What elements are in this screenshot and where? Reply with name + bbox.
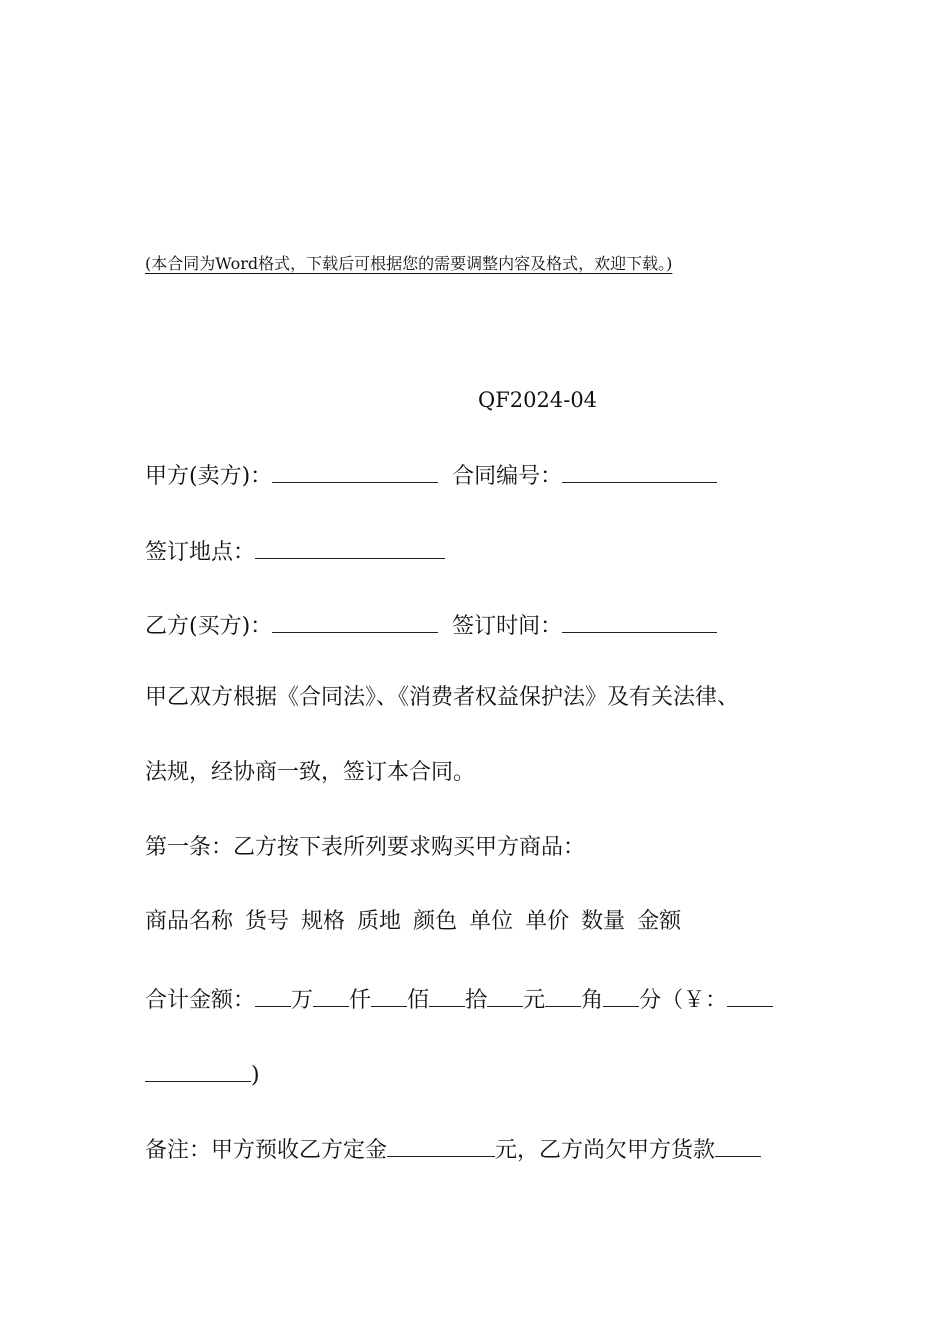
goods-table-header [145,911,693,933]
unit-wan: 万 [291,988,314,1013]
header-goods-name: 商品名称 [145,909,234,934]
header-unit-price: 单价 [525,909,570,934]
header-material: 质地 [357,909,402,934]
total-label: 合计金额： [145,988,256,1013]
remark-mid: 元，乙方尚欠甲方货款 [495,1138,716,1163]
total-blank-shi[interactable] [429,986,465,1007]
header-unit: 单位 [469,909,514,934]
balance-blank[interactable] [715,1136,761,1157]
party-a-line [145,462,717,488]
total-blank-fen[interactable] [603,986,639,1007]
document-code: QF2024-04 [478,388,598,412]
party-b-label: 乙方(买方)： [145,614,273,639]
total-amount-line [145,986,773,1012]
sign-time-blank[interactable] [562,612,717,633]
unit-bai: 佰 [407,988,430,1013]
header-amount: 金额 [637,909,682,934]
preamble-line-1: 甲乙双方根据《合同法》、《消费者权益保护法》及有关法律、 [145,685,740,710]
total-blank-jiao[interactable] [545,986,581,1007]
total-amount-continuation [145,1061,260,1087]
total-blank-qian[interactable] [313,986,349,1007]
remark-line [145,1136,761,1162]
header-color: 颜色 [413,909,458,934]
article-1: 第一条：乙方按下表所列要求购买甲方商品： [145,835,586,860]
party-a-blank[interactable] [272,462,438,483]
download-notice: (本合同为Word格式，下载后可根据您的需要调整内容及格式，欢迎下载。) [145,254,673,273]
unit-qian: 仟 [349,988,372,1013]
currency-open: （￥： [661,988,728,1013]
party-b-blank[interactable] [272,612,438,633]
unit-shi: 拾 [465,988,488,1013]
total-rmb-blank-2[interactable] [145,1061,251,1082]
unit-yuan: 元 [523,988,546,1013]
header-spec: 规格 [301,909,346,934]
contract-no-label: 合同编号： [452,464,563,489]
deposit-blank[interactable] [387,1136,495,1157]
party-a-label: 甲方(卖方)： [145,464,273,489]
unit-jiao: 角 [581,988,604,1013]
header-item-no: 货号 [245,909,290,934]
header-quantity: 数量 [581,909,626,934]
total-blank-bai[interactable] [371,986,407,1007]
total-blank-yuan[interactable] [487,986,523,1007]
remark-label: 备注：甲方预收乙方定金 [145,1138,388,1163]
sign-place-line [145,538,445,564]
contract-no-blank[interactable] [562,462,717,483]
total-close: ) [251,1063,260,1088]
sign-place-label: 签订地点： [145,540,256,565]
unit-fen: 分 [639,988,662,1013]
total-rmb-blank-1[interactable] [727,986,773,1007]
sign-place-blank[interactable] [255,538,445,559]
sign-time-label: 签订时间： [452,614,563,639]
total-blank-wan[interactable] [255,986,291,1007]
party-b-line [145,612,717,638]
preamble-line-2: 法规，经协商一致，签订本合同。 [145,760,476,785]
